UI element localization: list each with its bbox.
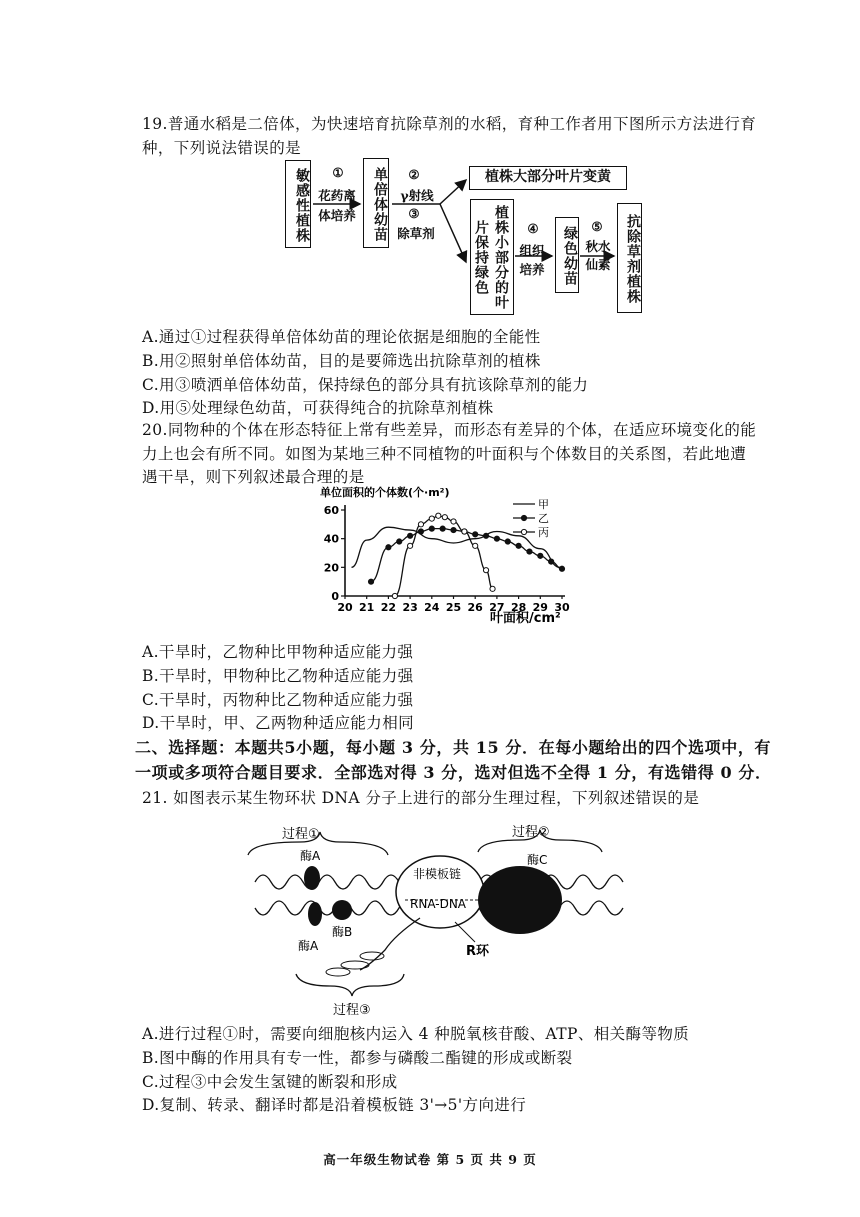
chart-xlabel: 叶面积/cm² <box>490 611 561 626</box>
series-point-2 <box>436 513 441 518</box>
step5-num: ⑤ <box>591 219 603 234</box>
step5-label-l2: 仙素 <box>585 257 611 272</box>
x-tick-label: 24 <box>424 601 440 614</box>
series-point-2 <box>490 586 495 591</box>
section2-heading-line2: 一项或多项符合题目要求．全部选对得 3 分，选对但选不全得 1 分，有选错得 0 分． <box>135 763 772 782</box>
q19-option-d: D.用⑤处理绿色幼苗，可获得纯合的抗除草剂植株 <box>142 399 494 417</box>
q19-stem-line1: 19.普通水稻是二倍体，为快速培育抗除草剂的水稻，育种工作者用下图所示方法进行育 <box>142 115 757 133</box>
series-point-2 <box>408 543 413 548</box>
label-enzyme-a-bottom: 酶A <box>298 939 319 953</box>
x-tick-label: 26 <box>467 601 483 614</box>
series-point-1 <box>440 526 445 531</box>
step2-num: ② <box>408 167 420 182</box>
q21-option-c: C.过程③中会发生氢键的断裂和形成 <box>142 1073 398 1091</box>
series-line-0 <box>352 527 560 567</box>
step5-label-l1: 秋水 <box>585 239 611 254</box>
enzyme-a-bottom-shape <box>308 902 322 926</box>
y-tick-label: 40 <box>323 532 339 546</box>
series-point-1 <box>473 532 478 537</box>
series-point-2 <box>429 516 434 521</box>
series-point-1 <box>397 539 402 544</box>
page-footer: 高一年级生物试卷 第 5 页 共 9 页 <box>323 1152 537 1167</box>
q21-option-a: A.进行过程①时，需要向细胞核内运入 4 种脱氧核苷酸、ATP、相关酶等物质 <box>142 1025 690 1043</box>
label-non-template: 非模板链 <box>413 867 462 881</box>
series-point-1 <box>451 527 456 532</box>
series-point-1 <box>527 549 532 554</box>
series-point-1 <box>549 559 554 564</box>
series-point-1 <box>483 533 488 538</box>
x-tick-label: 25 <box>445 601 462 614</box>
x-tick-label: 29 <box>532 601 548 614</box>
series-point-1 <box>429 526 434 531</box>
brace-process3 <box>296 974 404 996</box>
x-tick-label: 23 <box>402 601 418 614</box>
chart-ylabel: 单位面积的个体数(个·m²) <box>320 486 450 499</box>
q20-stem-line2: 力上也会有所不同。如图为某地三种不同植物的叶面积与个体数目的关系图，若此地遭 <box>142 445 747 463</box>
q21-stem: 21. 如图表示某生物环状 DNA 分子上进行的部分生理过程，下列叙述错误的是 <box>142 789 700 807</box>
legend-label-2: 丙 <box>538 526 549 539</box>
series-point-2 <box>483 568 488 573</box>
enzyme-a-top-shape <box>304 866 320 890</box>
legend-marker-2 <box>521 529 526 534</box>
label-r-loop: R环 <box>466 944 490 959</box>
legend-label-1: 乙 <box>538 512 549 525</box>
box-green-seedling: 绿色幼苗 <box>555 217 579 293</box>
q21-option-b: B.图中酶的作用具有专一性，都参与磷酸二酯键的形成或断裂 <box>142 1049 573 1067</box>
x-tick-label: 28 <box>510 601 527 614</box>
y-tick-label: 20 <box>323 561 339 575</box>
step3-label: 除草剂 <box>397 226 435 241</box>
enzyme-c-shape <box>478 866 562 934</box>
label-enzyme-b: 酶B <box>332 925 353 939</box>
series-point-1 <box>386 545 391 550</box>
box-haploid-seedling: 单倍体幼苗 <box>363 158 389 248</box>
step4-num: ④ <box>527 221 539 236</box>
series-point-1 <box>368 579 373 584</box>
series-point-1 <box>538 553 543 558</box>
x-tick-label: 21 <box>359 601 375 614</box>
box-green-leaves: 植株小部分的叶片保持绿色 <box>470 199 514 315</box>
dna-process-diagram <box>0 810 860 1020</box>
step4-label-l1: 组织 <box>519 243 545 258</box>
y-tick-label: 60 <box>323 504 339 517</box>
step1-label-l1: 花药离 <box>318 188 356 203</box>
enzyme-b-shape <box>332 900 352 920</box>
x-tick-label: 30 <box>554 601 570 614</box>
section2-heading-line1: 二、选择题：本题共5小题，每小题 3 分，共 15 分．在每小题给出的四个选项中，有 <box>135 738 772 757</box>
box-resistant-plant: 抗除草剂植株 <box>617 203 642 313</box>
series-point-1 <box>408 533 413 538</box>
legend-label-0: 甲 <box>538 498 549 511</box>
step1-label-l2: 体培养 <box>318 208 356 223</box>
series-point-2 <box>442 515 447 520</box>
step1-num: ① <box>332 165 344 180</box>
mrna-strand <box>360 918 420 970</box>
series-point-1 <box>418 529 423 534</box>
step3-num: ③ <box>408 206 420 221</box>
q20-option-c: C.干旱时，丙物种比乙物种适应能力强 <box>142 691 414 709</box>
q20-option-b: B.干旱时，甲物种比乙物种适应能力强 <box>142 667 414 685</box>
y-tick-label: 0 <box>331 590 339 603</box>
series-point-1 <box>559 566 564 571</box>
series-line-1 <box>371 529 562 582</box>
label-process1: 过程① <box>282 827 320 842</box>
x-tick-label: 20 <box>337 601 353 614</box>
x-tick-label: 22 <box>380 601 397 614</box>
q20-option-a: A.干旱时，乙物种比甲物种适应能力强 <box>142 643 414 661</box>
label-enzyme-a-top: 酶A <box>300 849 321 863</box>
q20-stem-line3: 遇干旱，则下列叙述最合理的是 <box>142 468 365 486</box>
series-point-2 <box>473 543 478 548</box>
step2-label: γ射线 <box>400 188 434 203</box>
label-process2: 过程② <box>512 825 550 840</box>
q21-option-d: D.复制、转录、翻译时都是沿着模板链 3'→5'方向进行 <box>142 1096 527 1114</box>
box-sensitive-plant: 敏感性植株 <box>285 160 311 248</box>
q20-option-d: D.干旱时，甲、乙两物种适应能力相同 <box>142 714 415 732</box>
series-point-1 <box>505 539 510 544</box>
q19-option-b: B.用②照射单倍体幼苗，目的是要筛选出抗除草剂的植株 <box>142 352 541 370</box>
step4-label-l2: 培养 <box>519 262 545 277</box>
box-yellow-leaves: 植株大部分叶片变黄 <box>469 166 627 190</box>
series-point-2 <box>451 519 456 524</box>
x-tick-label: 27 <box>489 601 505 614</box>
series-point-1 <box>516 543 521 548</box>
label-enzyme-c: 酶C <box>527 853 548 867</box>
q19-option-a: A.通过①过程获得单倍体幼苗的理论依据是细胞的全能性 <box>142 328 541 346</box>
series-point-1 <box>494 536 499 541</box>
series-point-2 <box>462 529 467 534</box>
q19-stem-line2: 种，下列说法错误的是 <box>142 139 302 157</box>
series-point-2 <box>392 593 397 598</box>
q20-stem-line1: 20.同物种的个体在形态特征上常有些差异，而形态有差异的个体，在适应环境变化的能 <box>142 421 757 439</box>
series-point-2 <box>418 522 423 527</box>
q19-option-c: C.用③喷洒单倍体幼苗，保持绿色的部分具有抗该除草剂的能力 <box>142 376 589 394</box>
label-rna-dna: RNA-DNA <box>410 897 467 911</box>
legend-marker-1 <box>521 515 526 520</box>
label-process3: 过程③ <box>333 1003 371 1018</box>
